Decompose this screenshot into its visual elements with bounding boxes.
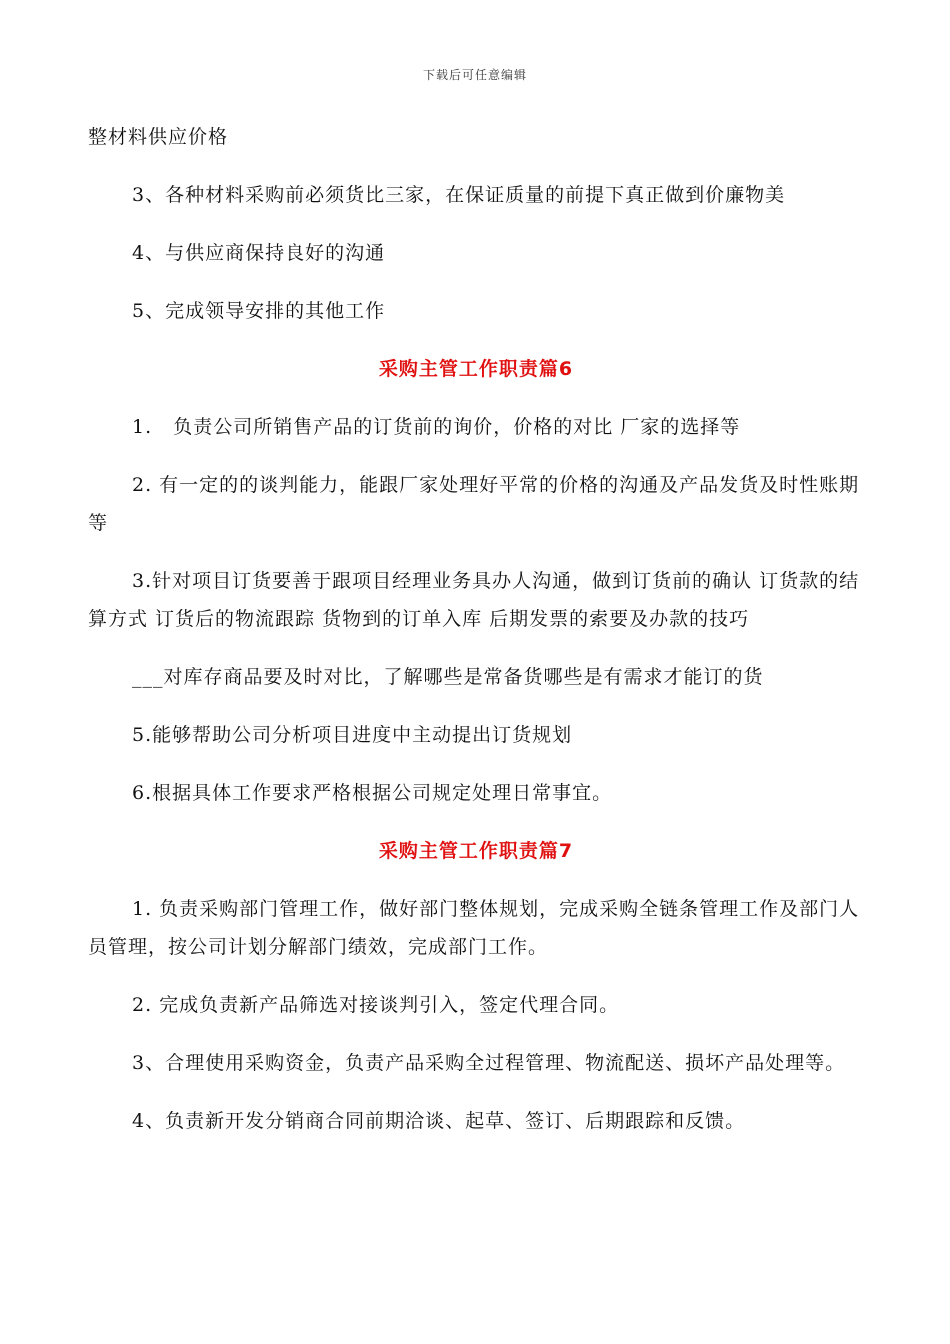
page-header-note: 下载后可任意编辑 <box>422 68 527 82</box>
section-heading: 采购主管工作职责篇6 <box>378 358 574 380</box>
paragraph: 5.能够帮助公司分析项目进度中主动提出订货规划 <box>132 724 573 746</box>
paragraph: ___对库存商品要及时对比，了解哪些是常备货哪些是有需求才能订的货 <box>132 666 764 688</box>
paragraph: 1. 负责公司所销售产品的订货前的询价，价格的对比 厂家的选择等 <box>132 416 741 438</box>
paragraph: 3、各种材料采购前必须货比三家，在保证质量的前提下真正做到价廉物美 <box>132 184 786 206</box>
document-body <box>88 118 864 1160</box>
paragraph: 4、负责新开发分销商合同前期洽谈、起草、签订、后期跟踪和反馈。 <box>132 1110 746 1132</box>
paragraph: 2. 完成负责新产品筛选对接谈判引入，签定代理合同。 <box>132 994 620 1016</box>
paragraph: 6.根据具体工作要求严格根据公司规定处理日常事宜。 <box>132 782 613 804</box>
paragraph: 2. 有一定的的谈判能力，能跟厂家处理好平常的价格的沟通及产品发货及时性账期等 <box>88 474 860 534</box>
paragraph: 1. 负责采购部门管理工作，做好部门整体规划，完成采购全链条管理工作及部门人员管理，按公司计划分解部门绩效，完成部门工作。 <box>88 898 860 958</box>
paragraph: 3、合理使用采购资金，负责产品采购全过程管理、物流配送、损坏产品处理等。 <box>132 1052 846 1074</box>
paragraph: 5、完成领导安排的其他工作 <box>132 300 386 322</box>
paragraph: 4、与供应商保持良好的沟通 <box>132 242 386 264</box>
paragraph: 3.针对项目订货要善于跟项目经理业务具办人沟通，做到订货前的确认 订货款的结算方式 订货后的物流跟踪 货物到的订单入库 后期发票的索要及办款的技巧 <box>88 570 860 630</box>
paragraph: 整材料供应价格 <box>88 126 229 148</box>
section-heading: 采购主管工作职责篇7 <box>378 840 574 862</box>
